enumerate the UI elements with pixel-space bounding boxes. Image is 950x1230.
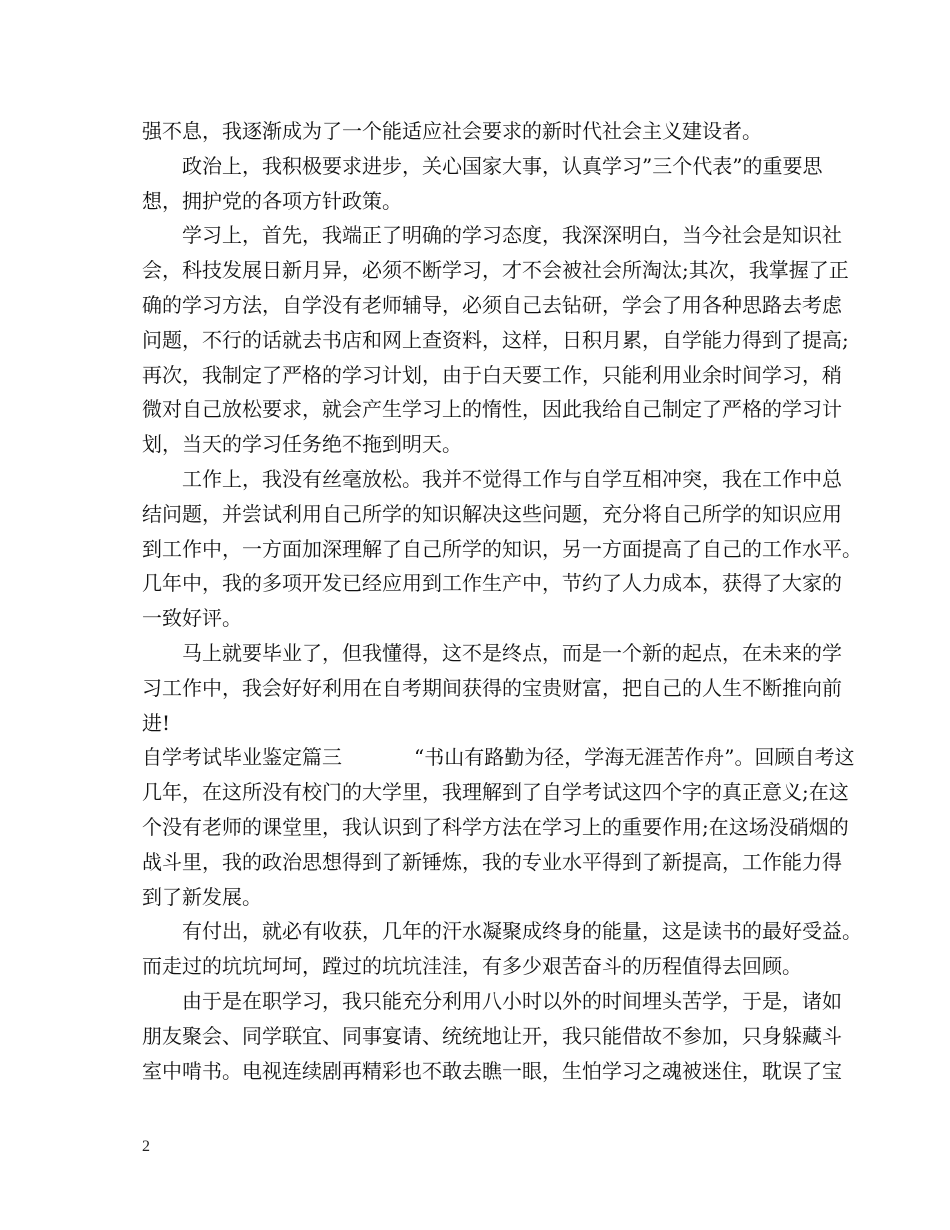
paragraph-politics-start: 政治上，我积极要求进步，关心国家大事，认真学习”三个代表”的重要思 xyxy=(182,153,823,178)
text-line: 朋友聚会、同学联宜、同事宴请、统统地让开，我只能借故不参加，只身躲藏斗 xyxy=(142,1023,842,1048)
text-line: 问题，不行的话就去书店和网上查资料，这样，日积月累，自学能力得到了提高; xyxy=(142,327,849,352)
text-line: 几年，在这所没有校门的大学里，我理解到了自学考试这四个字的真正意义;在这 xyxy=(142,780,849,805)
text-line: 到了新发展。 xyxy=(142,884,262,909)
text-line: 个没有老师的课堂里，我认识到了科学方法在学习上的重要作用;在这场没硝烟的 xyxy=(142,814,849,839)
text-line: 确的学习方法，自学没有老师辅导，必须自己去钻研，学会了用各种思路去考虑 xyxy=(142,292,842,317)
text-line: 划，当天的学习任务绝不拖到明天。 xyxy=(142,432,462,457)
text-line: 再次，我制定了严格的学习计划，由于白天要工作，只能利用业余时间学习，稍 xyxy=(142,362,842,387)
paragraph-work-start: 工作上，我没有丝毫放松。我并不觉得工作与自学互相冲突，我在工作中总 xyxy=(182,466,842,491)
text-line: 几年中，我的多项开发已经应用到工作生产中，节约了人力成本，获得了大家的 xyxy=(142,571,842,596)
section-heading-line xyxy=(142,740,855,775)
text-line: 而走过的坑坑坷坷，蹚过的坑坑洼洼，有多少艰苦奋斗的历程值得去回顾。 xyxy=(142,954,802,979)
document-body xyxy=(142,114,862,1088)
text-line: 一致好评。 xyxy=(142,606,242,631)
text-line: 战斗里，我的政治思想得到了新锤炼，我的专业水平得到了新提高，工作能力得 xyxy=(142,849,842,874)
text-line: 到工作中，一方面加深理解了自己所学的知识，另一方面提高了自己的工作水平。 xyxy=(142,536,862,561)
text-line: 结问题，并尝试利用自己所学的知识解决这些问题，充分将自己所学的知识应用 xyxy=(142,501,842,526)
paragraph-study-start: 学习上，首先，我端正了明确的学习态度，我深深明白，当今社会是知识社 xyxy=(182,223,842,248)
text-line: 微对自己放松要求，就会产生学习上的惰性，因此我给自己制定了严格的学习计 xyxy=(142,397,842,422)
text-line: 想，拥护党的各项方针政策。 xyxy=(142,188,402,213)
text-line: 强不息，我逐渐成为了一个能适应社会要求的新时代社会主义建设者。 xyxy=(142,119,762,143)
section-opening-text: “书山有路勤为径，学海无涯苦作舟”。回顾自考这 xyxy=(414,745,855,770)
text-line: 室中啃书。电视连续剧再精彩也不敢去瞧一眼，生怕学习之魂被迷住，耽误了宝 xyxy=(142,1058,842,1083)
text-line: 进! xyxy=(142,710,171,735)
paragraph-reward-start: 有付出，就必有收获，几年的汗水凝聚成终身的能量，这是读书的最好受益。 xyxy=(182,919,862,944)
paragraph-graduation-start: 马上就要毕业了，但我懂得，这不是终点，而是一个新的起点，在未来的学 xyxy=(182,640,842,665)
text-line: 习工作中，我会好好利用在自考期间获得的宝贵财富，把自己的人生不断推向前 xyxy=(142,675,842,700)
paragraph-inservice-start: 由于是在职学习，我只能充分利用八小时以外的时间埋头苦学，于是，诸如 xyxy=(182,988,842,1013)
section-heading: 自学考试毕业鉴定篇三 xyxy=(142,745,342,770)
text-line: 会，科技发展日新月异，必须不断学习，才不会被社会所淘汰;其次，我掌握了正 xyxy=(142,258,849,283)
page-number: 2 xyxy=(142,1138,150,1155)
